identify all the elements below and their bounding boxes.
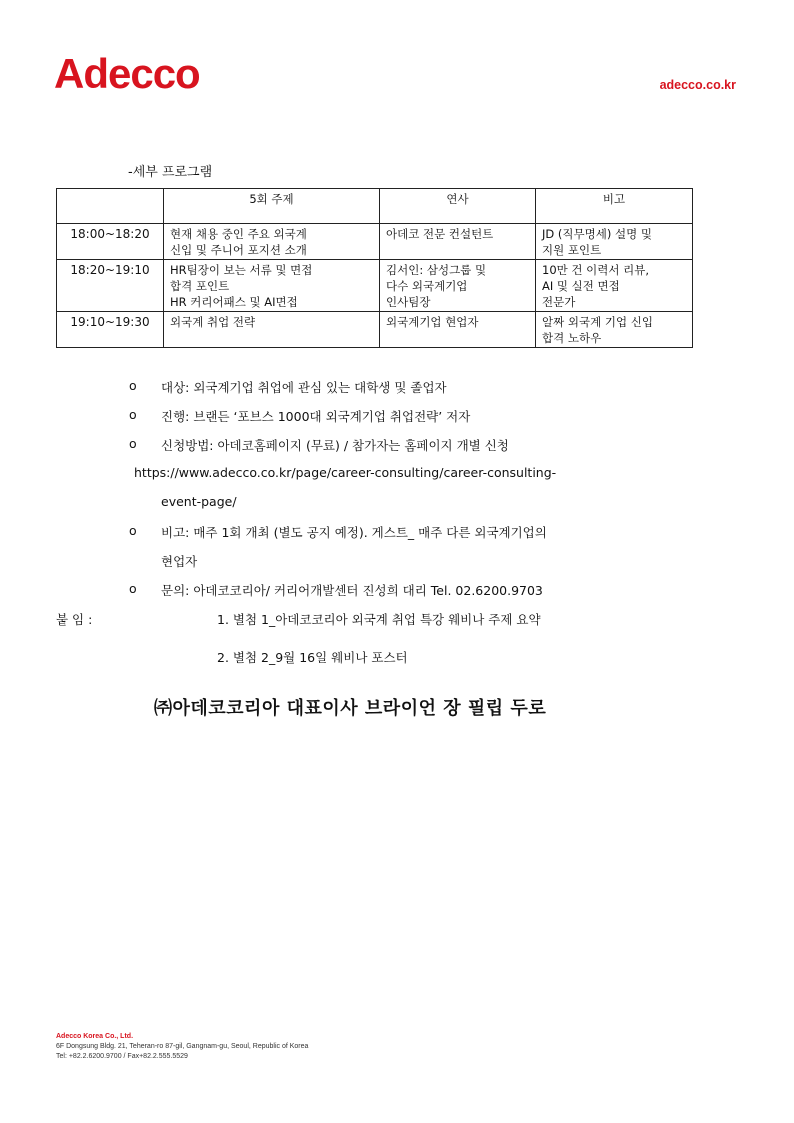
row-topic: 외국계 취업 전략: [164, 312, 380, 348]
adecco-logo: Adecco: [54, 50, 200, 97]
row-topic: HR팀장이 보는 서류 및 면접 합격 포인트 HR 커리어패스 및 AI면접: [164, 260, 380, 312]
row-note: 10만 건 이력서 리뷰, AI 및 실전 면접 전문가: [536, 260, 693, 312]
footer: [56, 1032, 308, 1062]
table-header-speaker: 연사: [380, 189, 536, 224]
table-header-topic: 5회 주제: [164, 189, 380, 224]
footer-phone: Tel: +82.2.6200.9700 / Fax+82.2.555.5529: [56, 1053, 188, 1060]
table-header-row: [57, 189, 693, 224]
attachment-item-1: 1. 별첨 1_아데코코리아 외국계 취업 특강 웨비나 주제 요약: [217, 612, 541, 627]
row-speaker: 김서인: 삼성그룹 및 다수 외국계기업 인사팀장: [380, 260, 536, 312]
footer-address: 6F Dongsung Bldg. 21, Teheran-ro 87-gil, Gangnam-gu, Seoul, Republic of Korea: [56, 1043, 309, 1050]
row-time: 18:00~18:20: [57, 224, 164, 260]
section-title: -세부 프로그램: [128, 165, 213, 180]
row-topic: 현재 채용 중인 주요 외국계 신입 및 주니어 포지션 소개: [164, 224, 380, 260]
bullet: o: [129, 523, 137, 538]
signature: ㈜아데코코리아 대표이사 브라이언 장 필립 두로: [154, 698, 547, 719]
bullet: o: [129, 378, 137, 393]
table-row: [57, 260, 693, 312]
footer-company: Adecco Korea Co., Ltd.: [56, 1033, 134, 1040]
site-url: adecco.co.kr: [659, 78, 736, 92]
row-speaker: 아데코 전문 컨설턴트: [380, 224, 536, 260]
table-row: [57, 312, 693, 348]
table-header-time: [57, 189, 164, 224]
table-header-note: 비고: [536, 189, 693, 224]
bullet: o: [129, 407, 137, 422]
attachments-label: 붙 임 :: [56, 612, 93, 627]
program-table: [56, 188, 693, 348]
row-time: 18:20~19:10: [57, 260, 164, 312]
row-note: JD (직무명세) 설명 및 지원 포인트: [536, 224, 693, 260]
bullet: o: [129, 436, 137, 451]
attachment-item-2: 2. 별첨 2_9월 16일 웨비나 포스터: [217, 650, 408, 665]
bullet: o: [129, 581, 137, 596]
row-time: 19:10~19:30: [57, 312, 164, 348]
row-speaker: 외국계기업 현업자: [380, 312, 536, 348]
table-row: [57, 224, 693, 260]
row-note: 알짜 외국계 기업 신입 합격 노하우: [536, 312, 693, 348]
